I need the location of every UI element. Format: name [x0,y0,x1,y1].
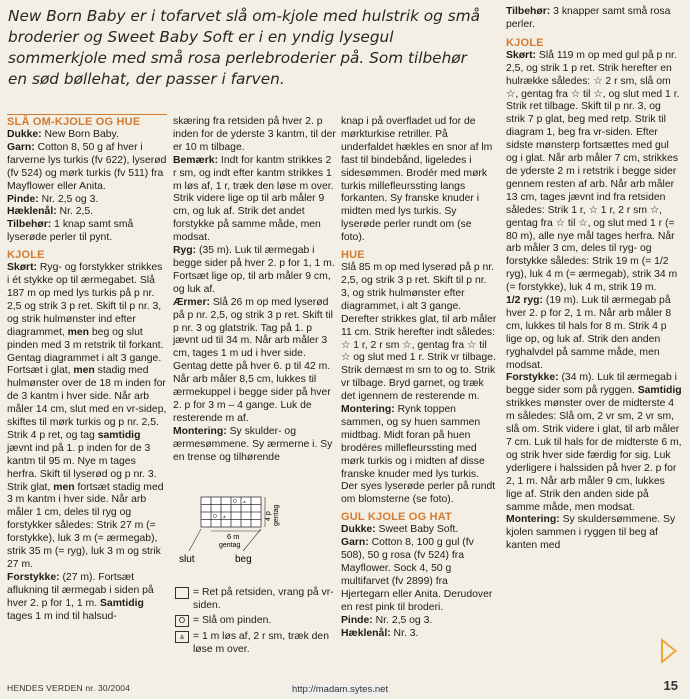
magazine-footer: HENDES VERDEN nr. 30/2004 [7,683,131,693]
text: strikkes mønster over de midterste 4 m således: Slå om, 2 vr sm, 2 vr sm, slå om. Strik videre i glat, til arb måler 7 cm. Luk til hals for de midterste 6 m, og strik hver side færdig for sig. Luk yderligere i halssiden på hver 2. p for 2, 1 m. Når arb måler 9 cm, lukkes lige af. Strik den anden side på samme måde, men modsat. [506,398,682,513]
stitches-label: 6 m [227,532,240,541]
heading-wrap-dress: SLÅ OM-KJOLE OG HUE [7,116,141,128]
legend-text: = Slå om pinden. [193,615,272,627]
materials-needles [7,194,167,207]
label: Montering: [506,514,560,526]
text: Sy skuldersømmene. Sy kjolen sammen i ryggen til beg af kanten med [506,514,676,552]
yarn-over-symbol: O [213,514,217,520]
column-1 [7,116,167,624]
materials-hook [341,628,497,641]
skirt-instructions [7,262,167,572]
value: Nr. 2,5 og 3. [372,614,433,626]
yarn-over-symbol: O [233,499,237,505]
label: Forstykke: [7,571,60,583]
emphasis: men [73,365,95,377]
repeat-label-bottom: gentag [219,542,241,549]
emphasis: Samtidig [637,385,682,397]
materials-doll [341,524,497,537]
label: Pinde: [341,614,373,626]
rows-label: 4 p [265,511,272,521]
text: fortsæt stadig med 3 m kantm i hver side. Når arb måler 1 cm, deles til ryg og forstykker således: Strik 27 m (= forstykke), luk 3 m (= ærmegab), strik 35 m (= ryg), luk 3 m og strik 27 m. [7,481,164,570]
skirt-instructions [506,50,682,295]
front-instructions [7,572,167,624]
heading-dress: KJOLE [506,36,544,49]
text: tages 1 m ind til halsud- [7,610,117,622]
paragraph: skæring fra retsiden på hver 2. p inden for de yderste 3 kantm, til der er 10 m tilbage. [173,116,336,153]
text: (35 m). Luk til ærmegab i begge sider på hver 2. p for 1, 1 m. Fortsæt lige op, til arb måler 9 cm, og luk af. [173,245,335,295]
emphasis: Samtidig [99,597,144,609]
value: 3 knapper samt små rosa perler. [506,6,671,30]
text: (27 m). Fortsæt aflukning til ærmegab i siden på hver 2. p for 1, 1 m. [7,571,154,609]
text: Sy skulder- og ærmesømmene. Sy ærmerne i. Sy en trense og tilhørende [173,425,333,463]
note [173,155,336,245]
value: Nr. 2,5 og 3. [38,193,99,205]
source-url: http://madam.sytes.net [292,684,389,695]
heading-hat: HUE [341,249,365,262]
end-pointer [189,529,201,551]
column-3 [341,116,497,640]
page-number: 15 [663,678,678,693]
label: Garn: [341,537,369,549]
decrease-symbol: ⩓ [223,514,226,520]
legend-text: = Ret på retsiden, vrang på vr-siden. [193,587,334,612]
value: Cotton 8, 50 g af hver i farverne lys turkis (fv 622), lyserød (fv 524) og mørk turkis (fv 511) fra Mayflower eller Anita. [7,141,167,192]
column-2 [173,116,336,464]
text: Indt for kantm strikkes 2 r sm, og indt efter kantm strikkes 1 m løs af, 1 r, træk den løse m over. Strik videre lige op til arb måler 9 cm, og luk af. Strik det andet forstykke på samme måde, men modsat. [173,154,334,244]
begin-pointer [243,529,261,551]
yarn-over-symbol-icon: O [175,615,189,627]
front-instructions [506,372,682,514]
decrease-symbol-icon: ⩓ [175,631,189,643]
value: Cotton 8, 100 g gul (fv 508), 50 g rosa (fv 524) fra Mayflower. Sock 4, 50 g multifarvet (fv 2899) fra Hjertegarn eller Anita. Derudover en rest pink til broderi. [341,537,493,613]
repeat-label-side: gentag [273,504,280,526]
label: Dukke: [7,129,42,140]
label: Ryg: [173,245,197,257]
label: Montering: [341,404,395,416]
begin-label: beg [235,554,252,565]
text: Slå 26 m op med lyserød på p nr. 2,5, og strik 3 p ret. Skift til p nr. 3 og glatstrik. Tag på 1. p jævnt ud til 34 m. Når arb måler 3 cm, tages 1 m ud i hver side. Gentag dette på hver 6. p til 42 m. Når arb måler 8,5 cm, lukkes til ærmekuppel i begge sider på hver 2. p for 3 m – 4 gange. Luk de resterende m af. [173,296,333,424]
assembly-instructions [341,404,497,507]
continue-arrow-icon [661,638,677,664]
label: Skørt: [506,49,537,61]
heading-dress: KJOLE [7,249,45,262]
text: stadig med hulmønster over de 18 m inden for de 3 kantm i hver side. Når arb måler 14 cm, slut med en vr-sidep, skiftes til mørk turkis og p nr. 2,5. Strik 4 p ret, og tag [7,365,167,441]
paragraph: knap i på overfladet ud for de mørkturkise retriller. På underfaldet hækles en snor af lm fast til bindebånd, ligeledes i sidesømmen. Brodér med mørk turkis millefleurssting langs forkanten. Sy franske knuder i midten med lys turkis. Sy lyserøde perler rundt om (se foto). [341,116,493,244]
section-rule [7,114,167,115]
legend-row [175,586,335,612]
label: Pinde: [7,193,39,205]
label: Garn: [7,141,35,153]
legend-row [175,630,335,656]
value: Sweet Baby Soft. [375,524,459,536]
value: Nr. 3. [390,627,419,639]
label: Tilbehør: [506,6,551,17]
chart-legend [175,586,335,656]
sleeves-instructions [173,297,336,426]
heading-yellow-dress: GUL KJOLE OG HAT [341,511,452,524]
materials-hook [7,206,167,219]
materials-doll [7,129,167,142]
materials-yarn [7,142,167,194]
back-instructions [173,245,336,297]
label: Ærmer: [173,296,210,308]
label: Forstykke: [506,372,559,384]
materials-needles [341,615,497,628]
materials-accessories [506,6,682,32]
emphasis: men [67,326,90,338]
hat-instructions: Slå 85 m op med lyserød på p nr. 2,5, og strik 3 p ret. Skift til p nr. 3, og strik hulmønster efter diagrammet, i alt 3 gange. Derefter strikkes glat, til arb måler 11 cm. Strik herefter indt således: ☆ 1 r, 2 r sm ☆, gentag fra ☆ til ☆ og slut med 1 r. Strik vr tilbage. Strik dernæst m sm to og to. Strik vr tilbage. Bryd garnet, og træk det igennem de resterende m. [341,262,497,403]
half-back-instructions [506,295,682,372]
column-4 [506,6,682,553]
text: Rynk toppen sammen, og sy huen sammen midtbag. Midt foran på huen brodéres millefleurssting med mørk turkis og i midten af disse franske knuder med lys turkis. Der syes lyserøde perler på rundt om blomsterne (se foto). [341,404,496,506]
emphasis: samtidig [97,429,141,441]
knit-symbol-icon [175,587,189,599]
text: Ryg- og forstykker strikkes i ét stykke op til ærmegabet. Slå 187 m op med lys turkis på p nr. 2,5 og strik 3 p ret. Skift til p nr. 3, og strik hulmønster ind efter diagrammet, [7,262,163,338]
assembly-instructions [506,514,682,553]
assembly-instructions [173,426,336,465]
materials-accessories [7,219,167,245]
label: Tilbehør: [7,219,52,231]
label: Skørt: [7,262,38,274]
label: Hæklenål: [7,206,57,218]
label: 1/2 ryg: [506,295,543,307]
text: beg og slut pinden med 3 m retstrik til forkant. Gentag diagrammet i alt 3 gange. Fortsæt i glat, [7,326,164,377]
label: Bemærk: [173,154,219,166]
text: (19 m). Luk til ærmegab på hver 2. p for 2, 1 m. Når arb måler 8 cm, lukkes til hals for 8 m. Strik 4 p lige op, og luk af. Strik den anden ryghalvdel på samme måde, men modsat. [506,295,672,371]
value: New Born Baby. [41,129,119,140]
text: (34 m). Luk til ærmegab i begge sider som på ryggen. [506,372,677,397]
value: 1 knap samt små lyserøde perler til pynt. [7,219,134,244]
label: Hæklenål: [341,627,391,639]
legend-text: = 1 m løs af, 2 r sm, træk den løse m over. [193,630,329,655]
materials-yarn [341,537,497,614]
label: Montering: [173,425,227,437]
decrease-symbol: ⩓ [243,499,246,505]
label: Dukke: [341,524,376,536]
value: Nr. 2,5. [56,206,94,218]
legend-row [175,614,335,627]
text: Slå 119 m op med gul på p nr. 2,5, og strik 1 p ret. Strik herefter en hulrække således: ☆ 2 r sm, slå om ☆, gentag fra ☆ til ☆, og slut med 1 r. Strik ret tilbage. Skift til p nr. 3, og strik 7 p glat, beg med retp. Strik til diagram 1, beg fra vr-siden. Efter sidste mønsterp fortsættes med gul og i glat. Når arb måler 7 cm, strikkes de yderste 2 m i retstrik i begge sider gennem resten af arb. Når arb måler 13 cm, tages jævnt ind fra retsiden således: Strik 1 r, ☆ 1 r, 2 r sm ☆, gentag fra ☆ til ☆, og slut med 1 r (= 80 m), alle nye mål tages herfra. Når arb måler 3 cm, deles til ryg- og forstykke således: Strik 19 m (= 1/2 ryg), luk 4 m (= ærmegab), strik 34 m (= forstykke), luk 4 m, strik 19 m. [506,49,680,294]
lace-pattern-chart [177,493,337,573]
intro-text: New Born Baby er i tofarvet slå om-kjole med hulstrik og små broderier og Sweet Baby Soft er i en yndig lysegul sommerkjole med små rosa perlebroderier på. Som tilbehør en sød bøllehat, der passer i farven. [8,7,480,88]
text: jævnt ind på 1. p inden for de 3 kantm til 95 m. Nye m tages herfra. Skift til lyserød og p nr. 3. Strik glat, [7,442,157,493]
emphasis: men [53,481,75,493]
end-label: slut [179,554,195,565]
